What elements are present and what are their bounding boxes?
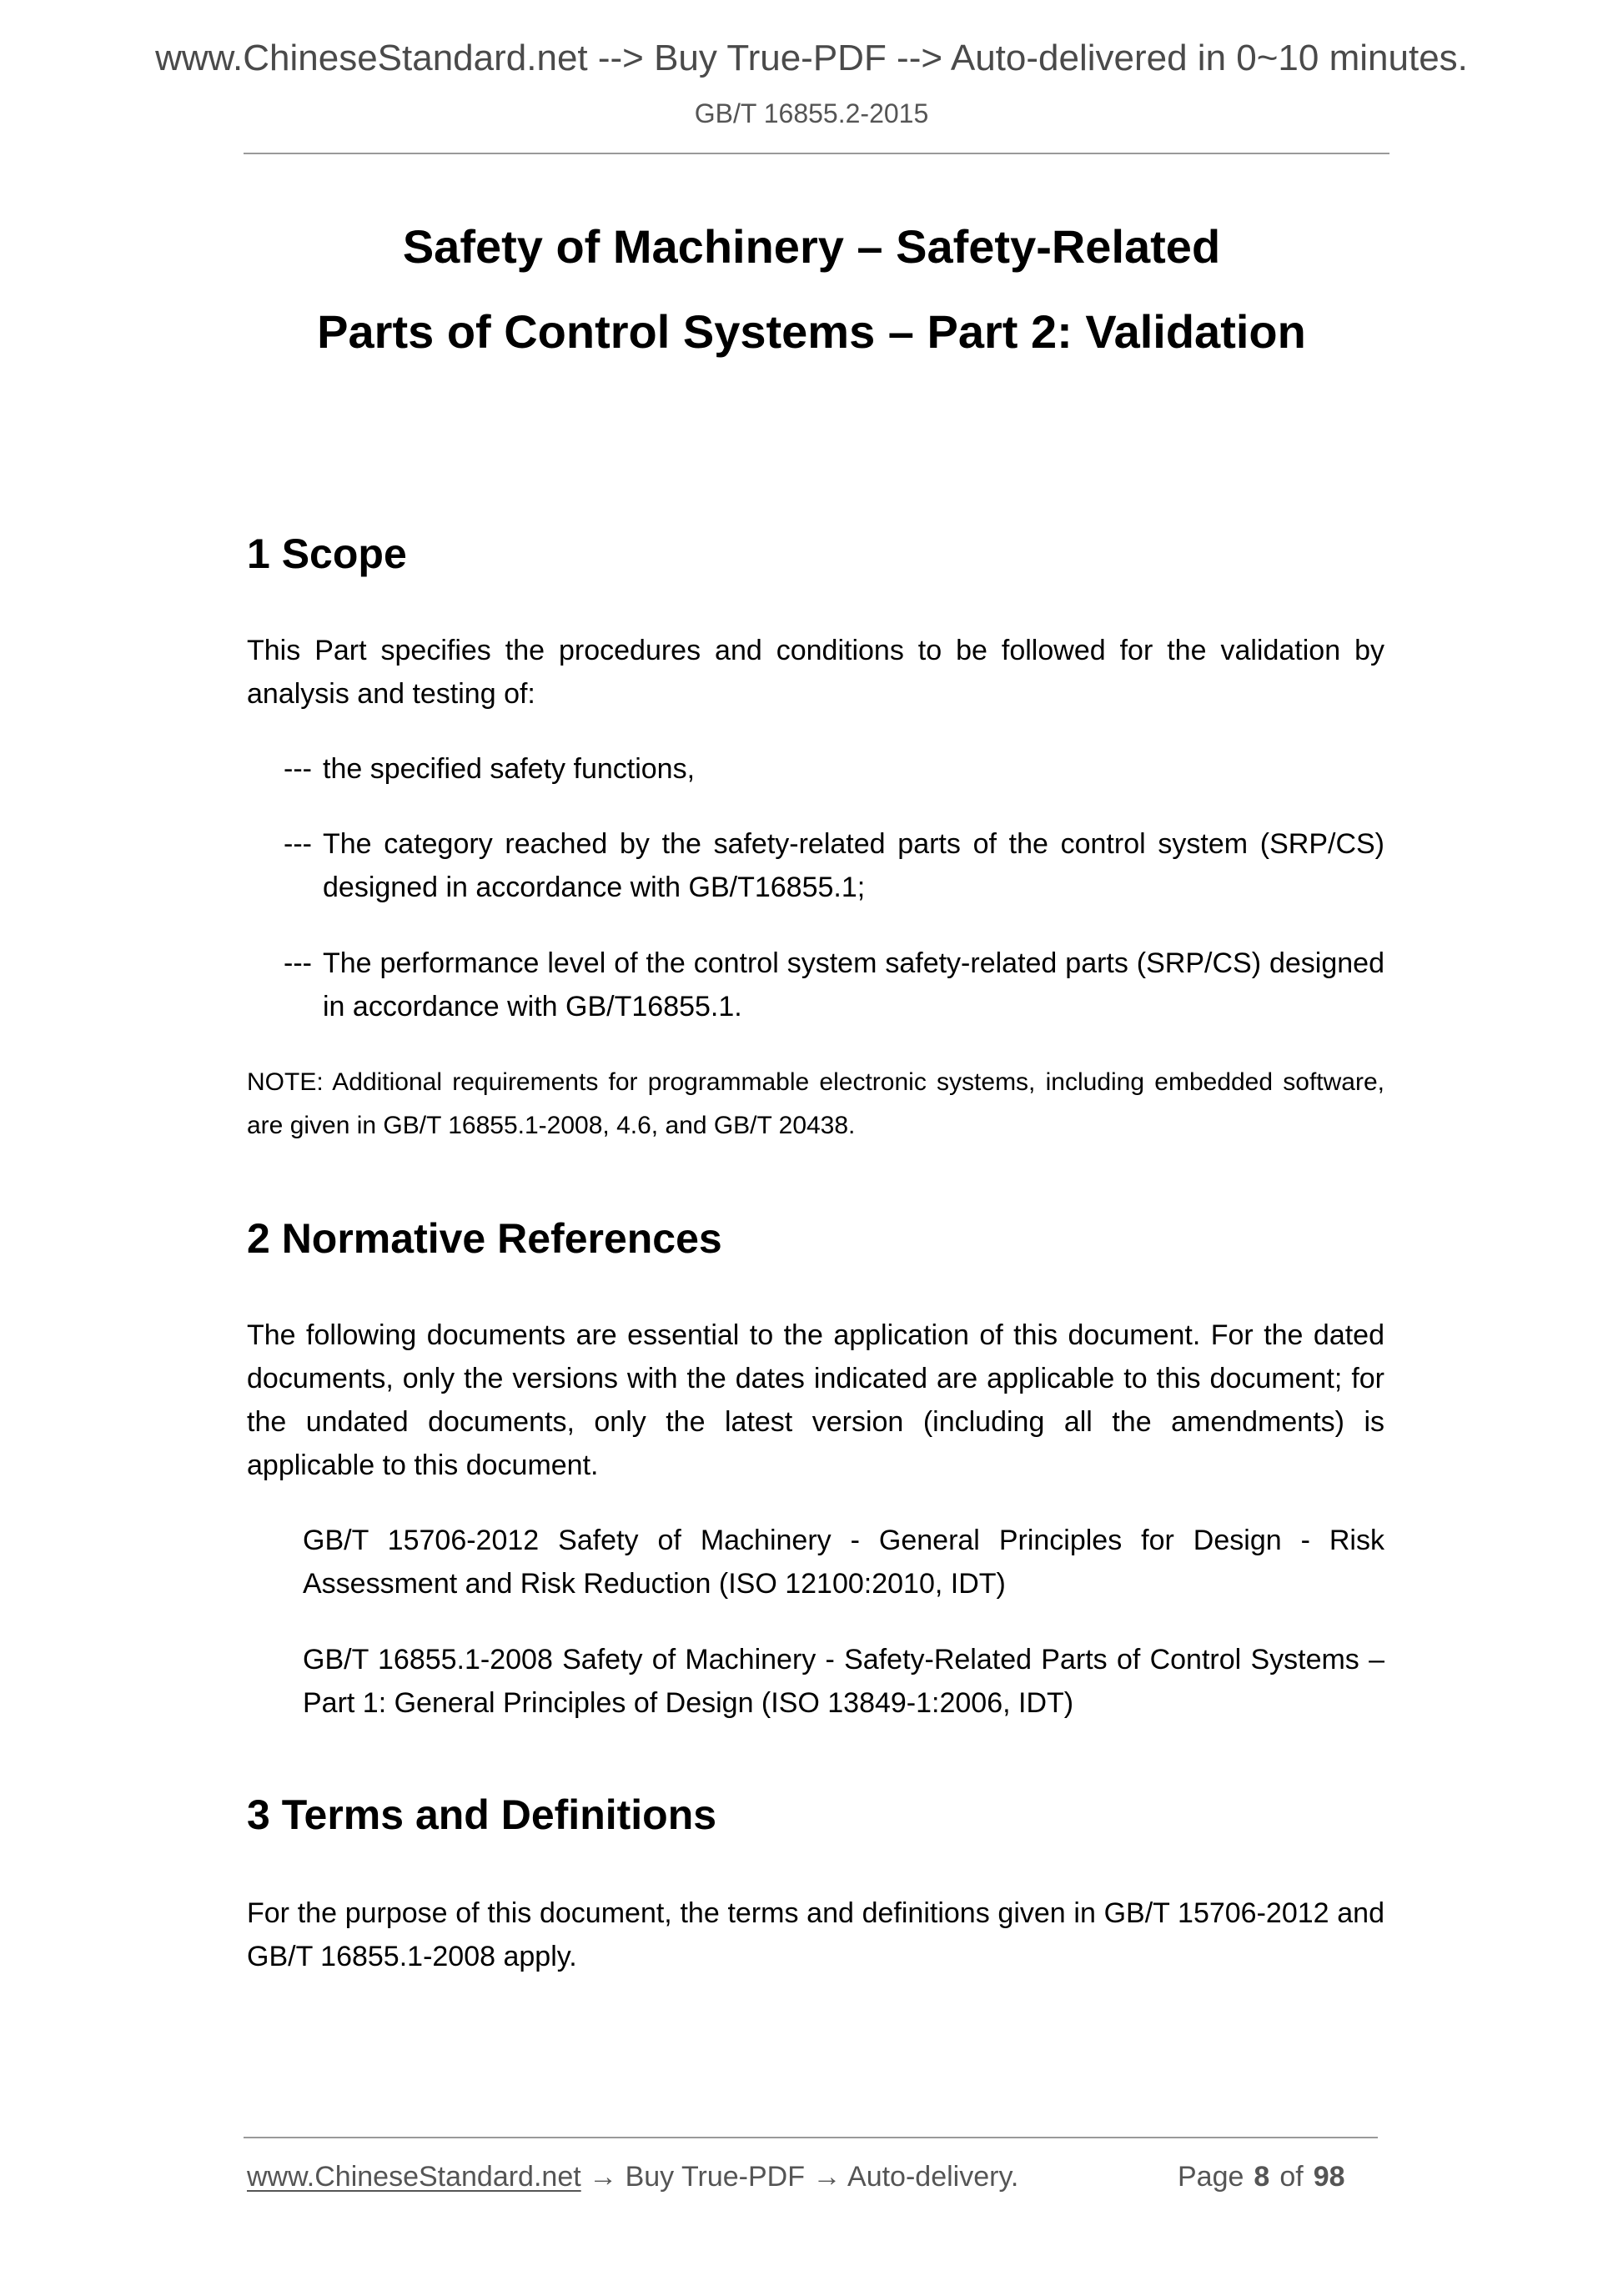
arrow-right-icon: → [812,2161,842,2193]
page-indicator [1178,2158,1345,2195]
document-title-line-1: Safety of Machinery – Safety-Related [402,220,1221,273]
section-heading-normative-references: 2 Normative References [247,1215,722,1262]
header-banner: www.ChineseStandard.net --> Buy True-PDF --> Auto-delivered in 0~10 minutes. [155,38,1468,78]
scope-intro-paragraph: This Part specifies the procedures and conditions to be followed for the validation by analysis and testing of: [247,635,1384,710]
bullet-text: The performance level of the control system safety-related parts (SRP/CS) designed in accordance with GB/T16855.1. [323,947,1384,1022]
page-total: 98 [1313,2161,1345,2193]
footer-site-link[interactable]: www.ChineseStandard.net [247,2161,581,2193]
section-heading-terms-and-definitions: 3 Terms and Definitions [247,1791,717,1838]
header-divider [244,153,1389,154]
document-title-line-2: Parts of Control Systems – Part 2: Validation [317,305,1306,358]
normative-references-intro: The following documents are essential to the application of this document. For the dated documents, only the versions with the dates indicated are applicable to this document; for the undated documents, only the latest version (including all the amendments) is applicable to this document. [247,1319,1384,1481]
of-label: of [1279,2161,1304,2193]
bullet-dash: --- [284,828,312,860]
reference-item: GB/T 15706-2012 Safety of Machinery - General Principles for Design - Risk Assessment and Risk Reduction (ISO 12100:2010, IDT) [303,1525,1384,1600]
scope-bullet-item [284,747,1384,791]
footer-promo [247,2158,1018,2195]
bullet-dash: --- [284,947,312,979]
arrow-right-icon: → [589,2161,618,2193]
section-heading-scope: 1 Scope [247,530,407,577]
footer-divider [244,2137,1378,2138]
footer-step-buy: Buy True-PDF [625,2161,805,2193]
page-label: Page [1178,2161,1244,2193]
footer-step-delivery: Auto-delivery. [847,2161,1019,2193]
reference-item: GB/T 16855.1-2008 Safety of Machinery - Safety-Related Parts of Control Systems – Part 1: General Principles of Design (ISO 13849-1:2006, IDT) [303,1644,1384,1719]
standard-code: GB/T 16855.2-2015 [694,98,929,128]
bullet-dash: --- [284,753,312,785]
page-current: 8 [1254,2161,1270,2193]
terms-definitions-paragraph: For the purpose of this document, the terms and definitions given in GB/T 15706-2012 and GB/T 16855.1-2008 apply. [247,1897,1384,1972]
scope-note: NOTE: Additional requirements for programmable electronic systems, including embedded software, are given in GB/T 16855.1-2008, 4.6, and GB/T 20438. [247,1068,1384,1139]
bullet-text: The category reached by the safety-related parts of the control system (SRP/CS) designed in accordance with GB/T16855.1; [323,828,1384,903]
scope-bullet-item [284,822,1384,909]
bullet-text: the specified safety functions, [323,753,696,785]
scope-bullet-item [284,942,1384,1028]
